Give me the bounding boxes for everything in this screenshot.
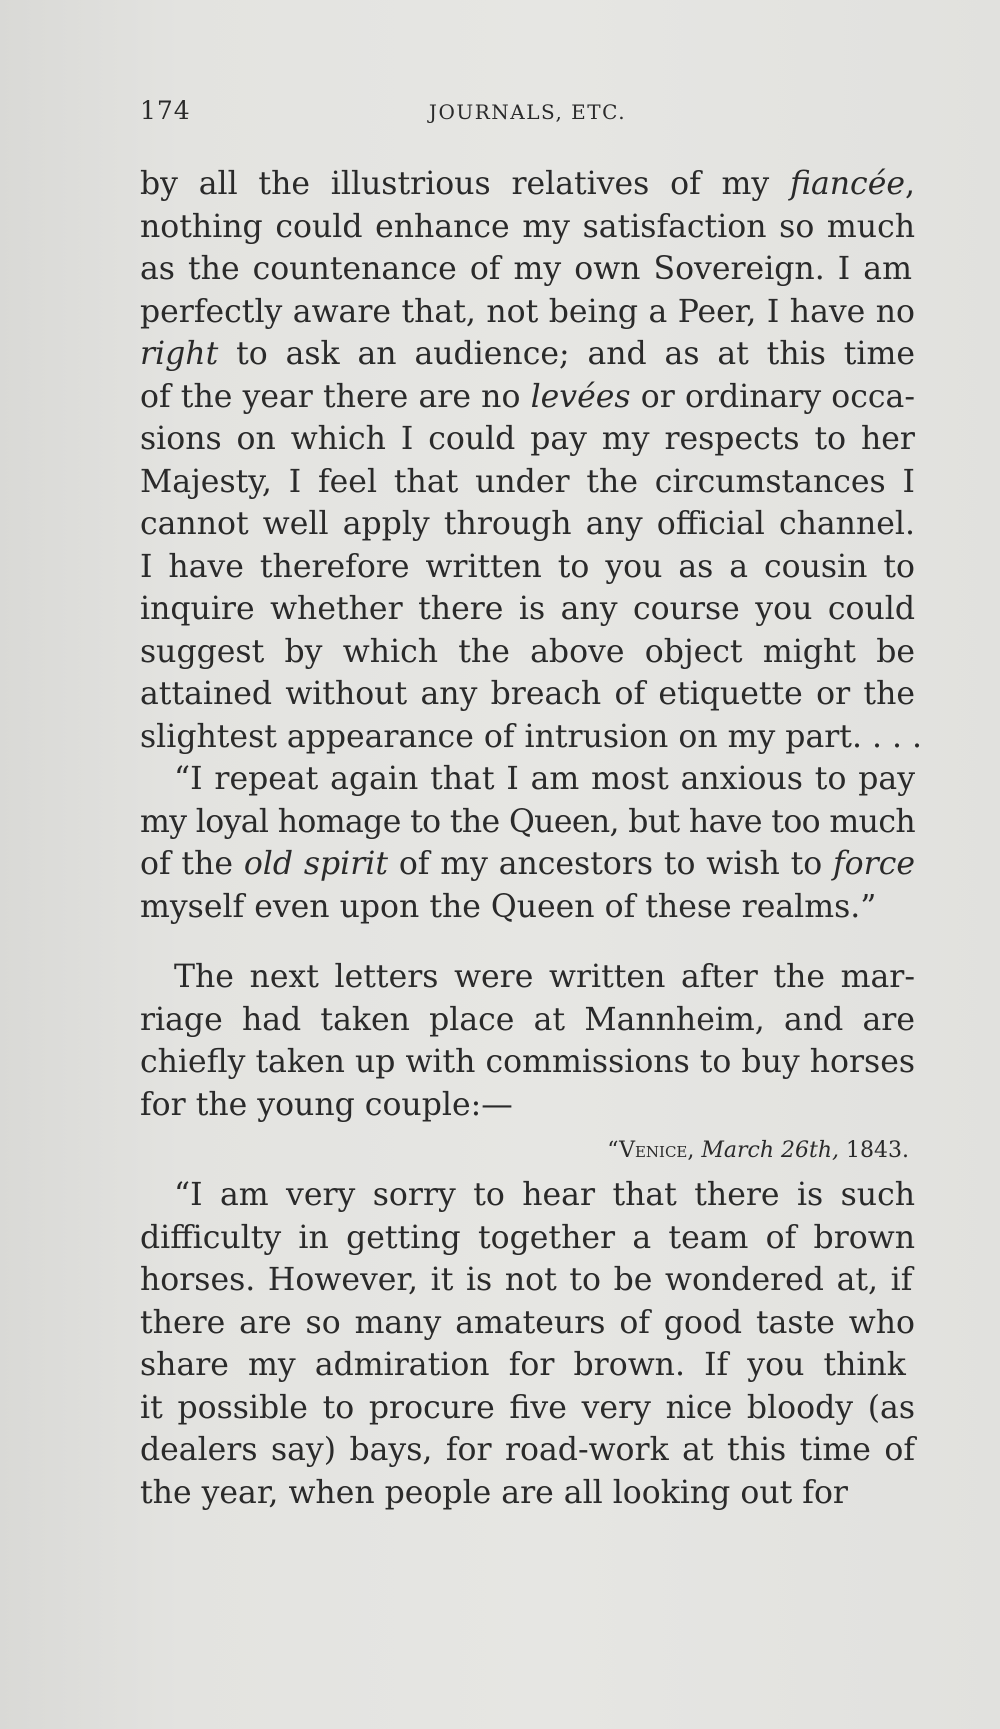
letter-dateline: “Venice, March 26th, 1843. xyxy=(607,1138,909,1163)
page-number: 174 xyxy=(140,96,191,125)
text-line: of the year there are no levées or ordinary occa- xyxy=(140,378,915,415)
text-line: attained without any breach of etiquette or the xyxy=(140,676,915,712)
text-line: the year, when people are all looking out for xyxy=(140,1474,848,1511)
text-line: chiefly taken up with commissions to buy horses xyxy=(140,1044,915,1080)
paragraph-gap xyxy=(140,928,915,956)
text-line: share my admiration for brown. If you think xyxy=(140,1347,906,1383)
text-line: myself even upon the Queen of these realms.” xyxy=(140,888,877,925)
text-line: Majesty, I feel that under the circumstances I xyxy=(140,463,915,500)
paragraph-2 xyxy=(140,758,915,928)
text-line: I have therefore written to you as a cousin to xyxy=(140,548,915,585)
paragraph-3 xyxy=(140,956,915,1126)
text-line: dealers say) bays, for road-work at this time of xyxy=(140,1432,915,1468)
text-line: nothing could enhance my satisfaction so much xyxy=(140,208,915,245)
text-line: sions on which I could pay my respects to her xyxy=(140,421,915,457)
paragraph-1 xyxy=(140,163,923,758)
text-line: suggest by which the above object might be xyxy=(140,633,915,670)
text-line: by all the illustrious relatives of my fiancée, xyxy=(140,166,915,202)
text-line: The next letters were written after the mar- xyxy=(174,959,915,995)
text-line: perfectly aware that, not being a Peer, I have no xyxy=(140,293,915,330)
text-line: “I am very sorry to hear that there is such xyxy=(174,1177,915,1213)
text-line: it possible to procure five very nice bloody (as xyxy=(140,1389,915,1426)
text-line: “I repeat again that I am most anxious to pay xyxy=(174,761,915,797)
text-line: for the young couple:— xyxy=(140,1086,513,1123)
page-header xyxy=(140,90,915,130)
text-line: inquire whether there is any course you could xyxy=(140,591,915,627)
text-line: right to ask an audience; and as at this time xyxy=(140,336,915,372)
text-line: cannot well apply through any official channel. xyxy=(140,506,915,542)
text-line: slightest appearance of intrusion on my part. . . . xyxy=(140,718,923,755)
text-line: riage had taken place at Mannheim, and are xyxy=(140,1001,915,1038)
paragraph-4 xyxy=(140,1174,915,1514)
text-line: as the countenance of my own Sovereign. I am xyxy=(140,251,912,287)
text-line: there are so many amateurs of good taste who xyxy=(140,1304,915,1341)
text-line: of the old spirit of my ancestors to wish to force xyxy=(140,846,915,882)
body-text xyxy=(140,163,923,1514)
text-line: difficulty in getting together a team of brown xyxy=(140,1219,915,1256)
text-line: horses. However, it is not to be wondered at, if xyxy=(140,1262,913,1298)
text-line: my loyal homage to the Queen, but have too much xyxy=(140,803,915,840)
running-head: JOURNALS, ETC. xyxy=(428,100,627,124)
